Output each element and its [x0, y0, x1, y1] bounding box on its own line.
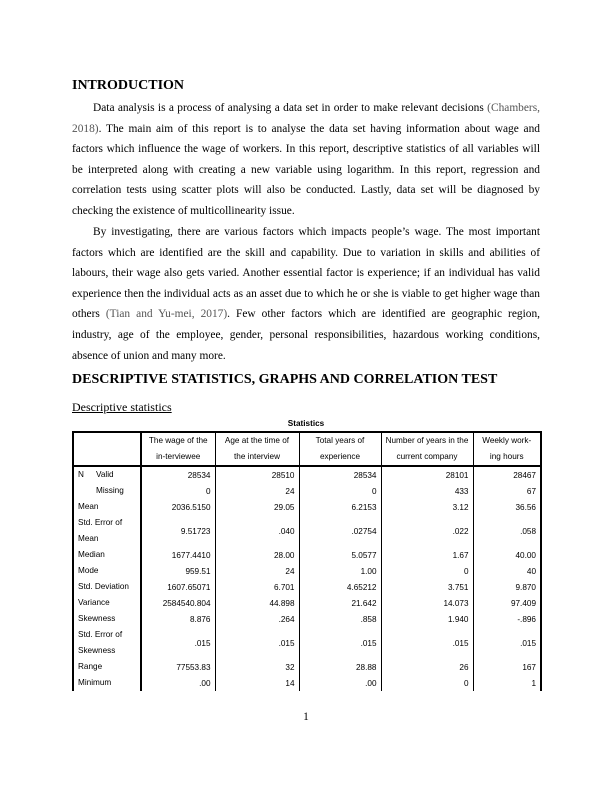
table-cell: 1.00 — [299, 563, 381, 579]
table-cell: 40.00 — [473, 547, 541, 563]
row-label: Skewness — [78, 614, 116, 623]
row-label-cell — [73, 547, 141, 563]
table-cell: 2036.5150 — [171, 502, 211, 512]
table-cell: 0 — [299, 483, 381, 499]
row-label: Minimum — [78, 678, 112, 687]
table-cell: 5.0577 — [299, 547, 381, 563]
row-label: Range — [78, 662, 103, 671]
table-row — [73, 547, 541, 563]
table-cell: 24 — [215, 483, 299, 499]
table-cell: 1.940 — [381, 611, 473, 627]
table-body — [73, 466, 541, 691]
table-cell: 28.00 — [215, 547, 299, 563]
row-label: Std. Deviation — [78, 582, 129, 591]
table-cell: .040 — [215, 515, 299, 547]
section-heading: DESCRIPTIVE STATISTICS, GRAPHS AND CORRELATION TEST — [72, 372, 498, 387]
citation-tian: (Tian and Yu-mei, 2017) — [105, 308, 228, 321]
table-cell: 67 — [473, 483, 541, 499]
table-cell: 44.898 — [215, 595, 299, 611]
table-cell: .264 — [215, 611, 299, 627]
row-label: Mean — [78, 502, 99, 511]
table-cell: 1677.4410 — [171, 550, 211, 560]
table-cell: 28510 — [215, 466, 299, 483]
row-label-cell — [73, 563, 141, 579]
table-cell: 6.2153 — [299, 499, 381, 515]
table-cell: 28534 — [187, 470, 211, 480]
row-label-cell — [73, 466, 141, 483]
table-cell: .858 — [299, 611, 381, 627]
table-cell: 40 — [473, 563, 541, 579]
table-cell: .015 — [299, 627, 381, 659]
table-row — [73, 563, 541, 579]
table-row — [73, 675, 541, 691]
citation-chambers: (Chambers, 2018) — [72, 102, 540, 135]
table-cell: .02754 — [299, 515, 381, 547]
table-cell: 14.073 — [381, 595, 473, 611]
descriptive-statistics-subheading: Descriptive statistics — [72, 400, 172, 414]
table-cell: .022 — [381, 515, 473, 547]
row-label-cell — [73, 611, 141, 627]
table-row — [73, 515, 541, 547]
table-cell: .015 — [194, 638, 211, 648]
table-cell: 28534 — [299, 466, 381, 483]
table-cell: 29.05 — [215, 499, 299, 515]
row-label-cell — [73, 595, 141, 611]
table-cell: 2584540.804 — [162, 598, 211, 608]
table-row — [73, 579, 541, 595]
table-cell: 433 — [381, 483, 473, 499]
table-cell: 9.870 — [473, 579, 541, 595]
table-cell: .058 — [473, 515, 541, 547]
row-label-cell — [73, 627, 141, 659]
table-cell: 0 — [381, 563, 473, 579]
table-cell: 1607.65071 — [167, 582, 211, 592]
column-header: Number of years in the current company — [381, 432, 473, 466]
n-label: N — [78, 470, 84, 479]
table-cell: 14 — [215, 675, 299, 691]
table-cell: .00 — [299, 675, 381, 691]
table-cell: 3.12 — [381, 499, 473, 515]
table-cell: 9.51723 — [180, 526, 211, 536]
table-cell: .015 — [215, 627, 299, 659]
column-header: Weekly work-ing hours — [473, 432, 541, 466]
table-cell: 1.67 — [381, 547, 473, 563]
table-cell: 959.51 — [185, 566, 211, 576]
introduction-heading: INTRODUCTION — [72, 78, 185, 93]
table-row — [73, 659, 541, 675]
row-label-cell — [73, 659, 141, 675]
table-row — [73, 627, 541, 659]
table-cell: 167 — [473, 659, 541, 675]
table-cell: 28467 — [473, 466, 541, 483]
table-title: Statistics — [287, 419, 325, 428]
row-label: Mode — [78, 566, 99, 575]
statistics-table — [72, 431, 542, 691]
row-label: Std. Error of Mean — [78, 518, 123, 543]
row-label: Median — [78, 550, 105, 559]
row-label-cell — [73, 499, 141, 515]
table-cell: 77553.83 — [176, 662, 211, 672]
column-header: The wage of the in-terviewee — [141, 432, 215, 466]
row-label: Std. Error of Skewness — [78, 630, 123, 655]
table-cell: 6.701 — [215, 579, 299, 595]
table-cell: 26 — [381, 659, 473, 675]
row-label-cell — [73, 515, 141, 547]
table-cell: 21.642 — [299, 595, 381, 611]
table-cell: .015 — [473, 627, 541, 659]
table-cell: 0 — [381, 675, 473, 691]
table-row — [73, 483, 541, 499]
table-cell: .015 — [381, 627, 473, 659]
row-label: Missing — [96, 486, 124, 495]
column-header: Total years of experience — [299, 432, 381, 466]
row-label-cell — [73, 675, 141, 691]
table-row — [73, 499, 541, 515]
table-cell: -.896 — [473, 611, 541, 627]
row-label-cell — [73, 483, 141, 499]
header-corner-cell — [73, 432, 141, 466]
table-cell: 97.409 — [473, 595, 541, 611]
table-cell: 32 — [215, 659, 299, 675]
row-label: Valid — [96, 470, 114, 479]
table-cell: 4.65212 — [299, 579, 381, 595]
table-cell: 0 — [205, 486, 211, 496]
table-cell: 1 — [473, 675, 541, 691]
row-label-cell — [73, 579, 141, 595]
table-cell: .00 — [199, 678, 211, 688]
column-header: Age at the time of the interview — [215, 432, 299, 466]
table-row — [73, 611, 541, 627]
intro-paragraph-2: By investigating, there are various factors which impacts people’s wage. The most important factors which are identified are the skill and capability. Due to variation in skills and abilities of labours, their wage also gets varied. Another essential factor is experience; if an individual has valid experience then the individual acts as an asset due to which he or she is viable to get higher wage than others (Tian and Yu-mei, 2017). Few other factors which are identified are geographic region, industry, age of the employee, gender, personal responsibilities, hazardous working conditions, absence of union and many more. — [72, 226, 540, 362]
table-cell: 28.88 — [299, 659, 381, 675]
intro-paragraph-1: Data analysis is a process of analysing a data set in order to make relevant decisions (Chambers, 2018). The main aim of this report is to analyse the data set having information about wage and factors which influence the wage of workers. In this report, descriptive statistics of all variables will be interpreted along with creating a new variable using logarithm. In this report, regression and correlation tests using scatter plots will also be conducted. Lastly, data set will be diagnosed by checking the existence of multicollinearity issue. — [72, 102, 540, 217]
table-row — [73, 595, 541, 611]
table-cell: 36.56 — [473, 499, 541, 515]
table-cell: 3.751 — [381, 579, 473, 595]
row-label: Variance — [78, 598, 110, 607]
table-cell: 28101 — [381, 466, 473, 483]
table-cell: 24 — [215, 563, 299, 579]
table-cell: 8.876 — [190, 614, 211, 624]
page-number: 1 — [303, 711, 309, 723]
table-row — [73, 466, 541, 483]
